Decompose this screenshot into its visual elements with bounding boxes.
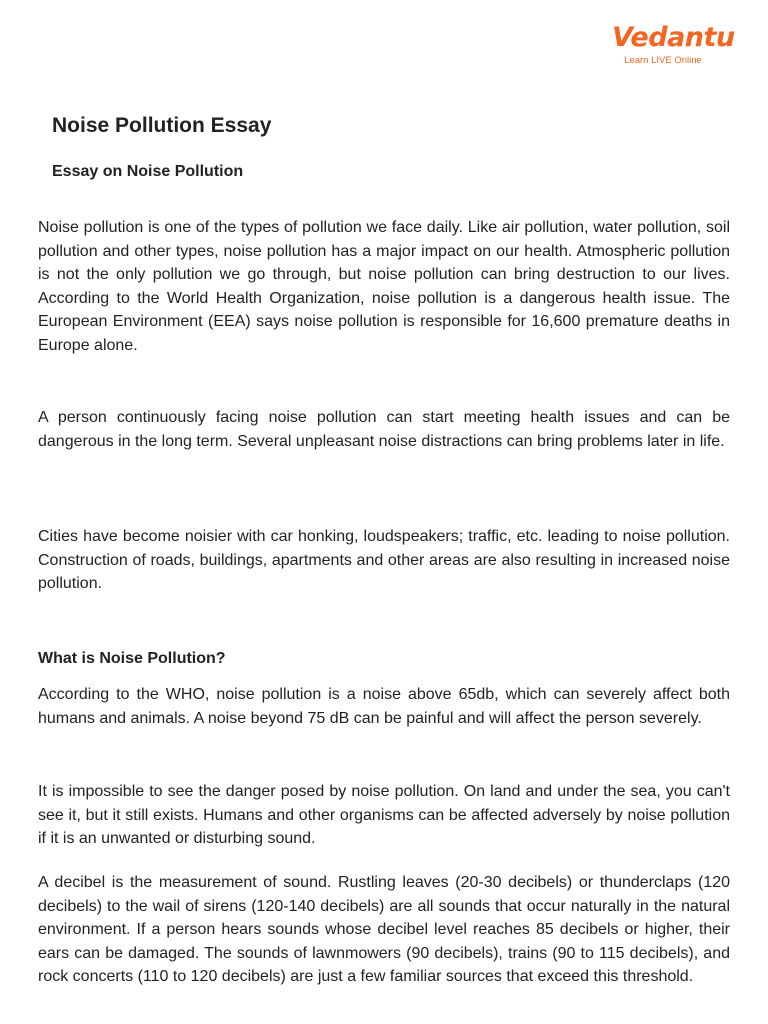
section-heading: What is Noise Pollution? (38, 650, 226, 667)
paragraph-cities: Cities have become noisier with car honking, loudspeakers; traffic, etc. leading to noise pollution. Construction of roads, buildings, apartments and other areas are also resulting in increased noise pollution. (38, 528, 730, 593)
paragraph-who: According to the WHO, noise pollution is a noise above 65db, which can severely affect both humans and animals. A noise beyond 75 dB can be painful and will affect the person severely. (38, 686, 730, 727)
paragraph-decibel: A decibel is the measurement of sound. Rustling leaves (20-30 decibels) or thunderclaps (120 decibels) to the wail of sirens (120-140 decibels) are all sounds that occur naturally in the natural environment. If a person hears sounds whose decibel level reaches 85 decibels or higher, their ears can be damaged. The sounds of lawnmowers (90 decibels), trains (90 to 115 decibels), and rock concerts (110 to 120 decibels) are just a few familiar sources that exceed this threshold. (38, 874, 730, 986)
logo-tagline: Learn LIVE Online (624, 55, 702, 66)
vedantu-logo (612, 22, 735, 67)
paragraph-danger: It is impossible to see the danger posed by noise pollution. On land and under the sea, you can't see it, but it still exists. Humans and other organisms can be affected adversely by noise pollution if it is an unwanted or disturbing sound. (38, 783, 730, 848)
logo-wordmark: Vedantu (612, 22, 735, 53)
paragraph-health: A person continuously facing noise pollution can start meeting health issues and can be dangerous in the long term. Several unpleasant noise distractions can bring problems later in life. (38, 409, 730, 450)
paragraph-intro: Noise pollution is one of the types of pollution we face daily. Like air pollution, water pollution, soil pollution and other types, noise pollution has a major impact on our health. Atmospheric pollution is not the only pollution we go through, but noise pollution can bring destruction to our lives. According to the World Health Organization, noise pollution is a dangerous health issue. The European Environment (EEA) says noise pollution is responsible for 16,600 premature deaths in Europe alone. (38, 219, 730, 354)
essay-subtitle: Essay on Noise Pollution (52, 163, 244, 180)
page-title: Noise Pollution Essay (52, 114, 272, 137)
